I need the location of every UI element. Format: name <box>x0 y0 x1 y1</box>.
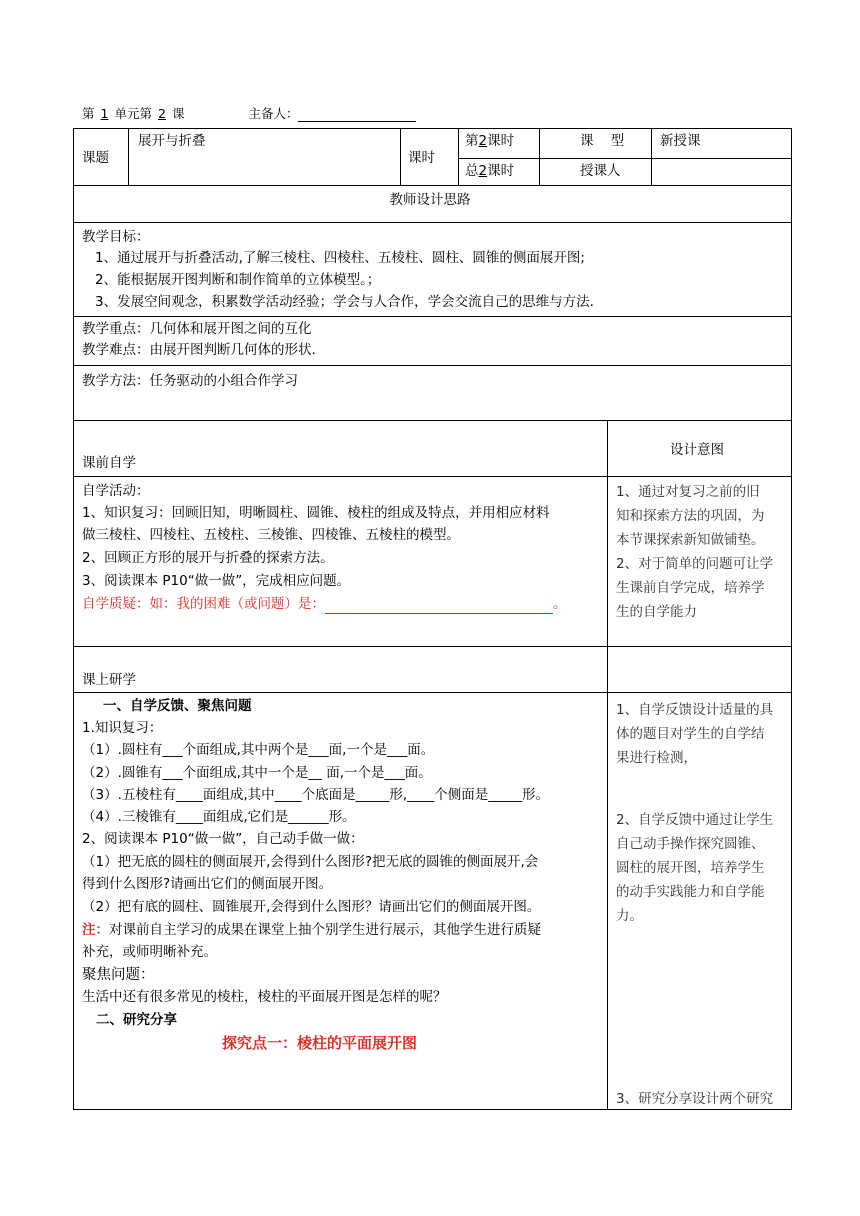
read-q1: （1）把无底的圆柱的侧面展开,会得到什么图形?把无底的圆锥的侧面展开,会 <box>82 854 539 870</box>
activity-line: 3、阅读课本 P10“做一做”，完成相应问题。 <box>82 573 351 589</box>
goal-item: 1、通过展开与折叠活动,了解三棱柱、四棱柱、五棱柱、圆柱、圆锥的侧面展开图; <box>95 250 585 266</box>
period-current: 第2课时 <box>465 133 515 149</box>
meta-col-divider <box>458 128 459 186</box>
review-title: 1.知识复习： <box>82 720 163 736</box>
inclass-intent-a: 1、自学反馈设计适量的具 体的题目对学生的自学结 果进行检测， <box>616 702 774 766</box>
activity-line: 1、知识复习：回顾旧知，明晰圆柱、圆锥、棱柱的组成及特点，并用相应材料 <box>82 505 550 521</box>
table-divider <box>73 420 792 421</box>
table-divider <box>73 646 792 647</box>
question-blank[interactable] <box>325 599 553 614</box>
teaching-method: 教学方法：任务驱动的小组合作学习 <box>82 373 298 389</box>
difficulty-point: 教学难点：由展开图判断几何体的形状. <box>82 342 316 358</box>
table-divider <box>73 365 792 366</box>
goals-title: 教学目标： <box>82 229 150 245</box>
teacher-label: 授课人 <box>580 163 621 179</box>
review-line: （1）.圆柱有___个面组成,其中两个是___面,一个是___面。 <box>82 742 435 758</box>
review-line: （4）.三棱锥有____面组成,它们是______形。 <box>82 809 356 825</box>
review-line: （3）.五棱柱有____面组成,其中____个底面是_____形,____个侧面是_____形。 <box>82 787 549 803</box>
note-cont: 补充，或师明晰补充。 <box>82 944 217 960</box>
header-di: 第 <box>82 106 95 121</box>
read-q2: （2）把有底的圆柱、圆锥展开,会得到什么图形？请画出它们的侧面展开图。 <box>82 899 541 915</box>
type-value: 新授课 <box>660 133 701 149</box>
design-title: 教师设计思路 <box>389 192 471 208</box>
table-divider <box>73 476 792 477</box>
inclass-label: 课上研学 <box>82 672 136 688</box>
intent-label: 设计意图 <box>670 442 724 458</box>
topic-label: 课题 <box>82 150 109 166</box>
table-divider <box>73 692 792 693</box>
section2-title: 二、研究分享 <box>96 1012 177 1028</box>
meta-col-divider <box>651 128 652 186</box>
review-line: （2）.圆锥有___个面组成,其中一个是__ 面,一个是___面。 <box>82 765 432 781</box>
focus-title: 聚焦问题： <box>82 967 155 983</box>
preparer-label: 主备人： <box>248 106 299 121</box>
unit-number: 1 <box>100 106 109 121</box>
table-divider <box>73 316 792 317</box>
meta-row-divider <box>458 158 792 159</box>
intent-col-divider <box>607 420 608 1110</box>
key-point: 教学重点：几何体和展开图之间的互化 <box>82 321 312 337</box>
focus-text: 生活中还有很多常见的棱柱，棱柱的平面展开图是怎样的呢？ <box>82 989 447 1005</box>
activity-line: 做三棱柱、四棱柱、五棱柱、三棱锥、四棱锥、五棱柱的模型。 <box>82 527 460 543</box>
meta-col-divider <box>128 128 129 186</box>
note-text: 对课前自主学习的成果在课堂上抽个别学生进行展示，其他学生进行质疑 <box>109 922 541 938</box>
note-label: 注： <box>82 922 109 938</box>
question-label: 自学质疑： <box>82 596 150 612</box>
inclass-intent-c: 3、研究分享设计两个研究 <box>616 1091 774 1107</box>
preclass-label: 课前自学 <box>82 455 136 471</box>
section1-title: 一、自学反馈、聚焦问题 <box>103 698 252 714</box>
activity-line: 2、回顾正方形的展开与折叠的探索方法。 <box>82 550 334 566</box>
preparer-blank[interactable] <box>298 109 416 122</box>
read-q1-cont: 得到什么图形?请画出它们的侧面展开图。 <box>82 876 333 892</box>
type-label: 课 型 <box>580 133 625 149</box>
self-question: 自学质疑：如：我的困难（或问题）是： 。 <box>82 596 567 612</box>
explore-title: 探究点一：棱柱的平面展开图 <box>222 1034 418 1052</box>
topic-value: 展开与折叠 <box>138 133 206 149</box>
preclass-intent: 1、通过对复习之前的旧 知和探索方法的巩固，为 本节课探索新知做铺垫。 2、对于简单的问题可让学 生课前自学完成，培养学 生的自学能力 <box>616 484 774 620</box>
table-border-left <box>73 128 74 1110</box>
table-border-top <box>73 128 792 129</box>
inclass-intent-b: 2、自学反馈中通过让学生 自己动手操作探究圆锥、 圆柱的展开图，培养学生 的动手实践能力和自学能 力。 <box>616 812 774 924</box>
activity-title: 自学活动： <box>82 483 150 499</box>
question-text: 如：我的困难（或问题）是： <box>149 596 325 612</box>
lesson-number: 2 <box>157 106 166 121</box>
meta-col-divider <box>400 128 401 186</box>
lesson-label: 课 <box>171 106 185 121</box>
period-label: 课时 <box>408 150 435 166</box>
unit-label: 单元第 <box>114 106 152 121</box>
goal-item: 3、发展空间观念，积累数学活动经验；学会与人合作，学会交流自己的思维与方法. <box>95 294 594 310</box>
read-title: 2、阅读课本 P10“做一做”，自己动手做一做： <box>82 831 364 847</box>
period-total: 总2课时 <box>465 163 515 179</box>
lesson-header <box>82 104 416 122</box>
table-divider <box>73 185 792 186</box>
meta-col-divider <box>539 128 540 186</box>
table-border-right <box>791 128 792 1110</box>
goal-item: 2、能根据展开图判断和制作简单的立体模型。； <box>95 272 381 288</box>
note <box>82 920 541 940</box>
table-divider <box>73 222 792 223</box>
